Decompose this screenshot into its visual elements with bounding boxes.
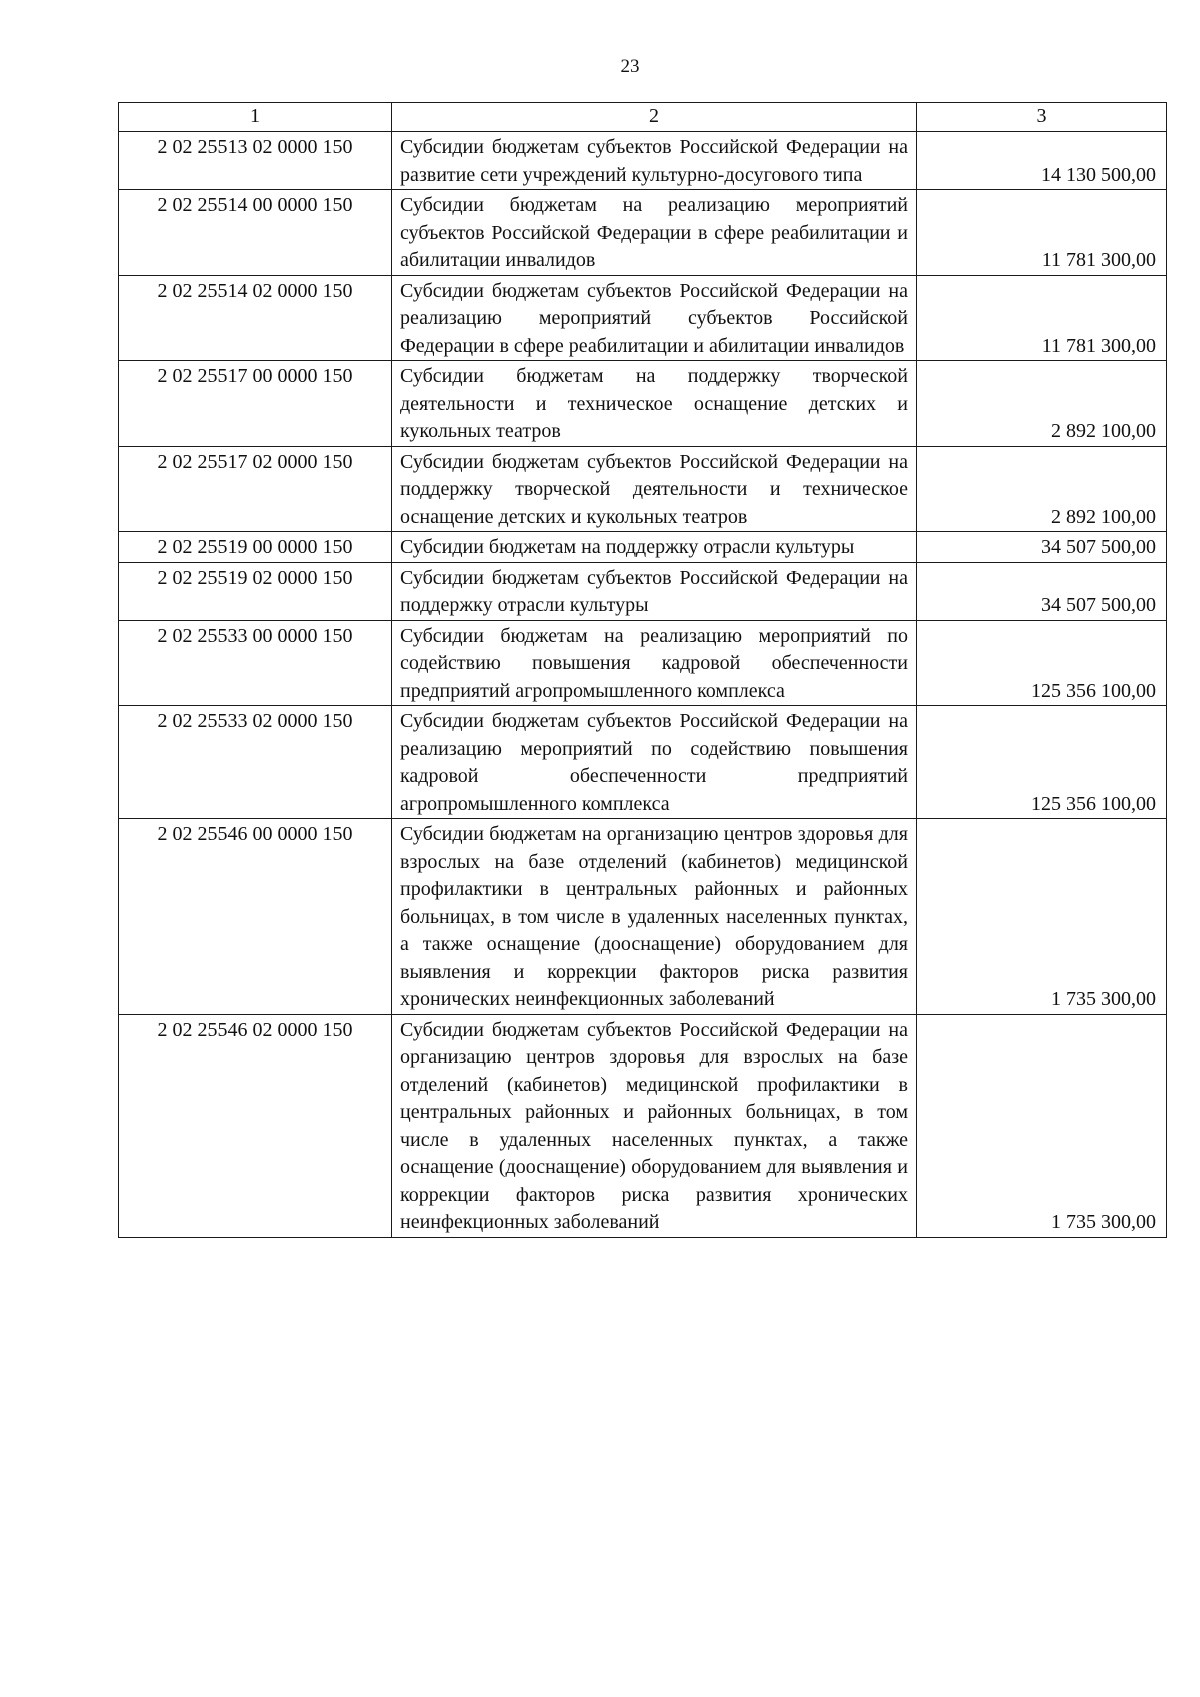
code-cell: 2 02 25546 02 0000 150 [119,1014,392,1237]
description-cell: Субсидии бюджетам на организацию центров здоровья для взрослых на базе отделений (кабинетов) медицинской профилактики в центральных районных и районных больницах, в том числе в удаленных населенных пунктах, а также оснащение (дооснащение) оборудованием для выявления и коррекции факторов риска развития хронических неинфекционных заболеваний [392,819,917,1015]
amount-cell: 2 892 100,00 [917,446,1167,532]
table-row [119,446,1167,532]
table-row [119,562,1167,620]
amount-cell: 11 781 300,00 [917,190,1167,276]
table-row [119,819,1167,1015]
table-row [119,190,1167,276]
code-cell: 2 02 25513 02 0000 150 [119,132,392,190]
table-row [119,706,1167,819]
budget-table [118,102,1167,1238]
description-cell: Субсидии бюджетам на реализацию мероприятий субъектов Российской Федерации в сфере реабилитации и абилитации инвалидов [392,190,917,276]
description-cell: Субсидии бюджетам на поддержку отрасли культуры [392,532,917,563]
table-row [119,361,1167,447]
amount-cell: 34 507 500,00 [917,562,1167,620]
table-row [119,1014,1167,1237]
code-cell: 2 02 25514 02 0000 150 [119,275,392,361]
table-row [119,620,1167,706]
description-cell: Субсидии бюджетам субъектов Российской Федерации на поддержку отрасли культуры [392,562,917,620]
code-cell: 2 02 25517 02 0000 150 [119,446,392,532]
amount-cell: 125 356 100,00 [917,706,1167,819]
amount-cell: 2 892 100,00 [917,361,1167,447]
amount-cell: 14 130 500,00 [917,132,1167,190]
amount-cell: 11 781 300,00 [917,275,1167,361]
table-row [119,532,1167,563]
amount-cell: 1 735 300,00 [917,1014,1167,1237]
page-number: 23 [620,56,640,77]
header-row [119,103,1167,132]
table-row [119,275,1167,361]
table-row [119,132,1167,190]
description-cell: Субсидии бюджетам субъектов Российской Федерации на поддержку творческой деятельности и техническое оснащение детских и кукольных театров [392,446,917,532]
code-cell: 2 02 25546 00 0000 150 [119,819,392,1015]
table-body [119,132,1167,1238]
description-cell: Субсидии бюджетам на реализацию мероприятий по содействию повышения кадровой обеспеченности предприятий агропромышленного комплекса [392,620,917,706]
description-cell: Субсидии бюджетам субъектов Российской Федерации на реализацию мероприятий по содействию повышения кадровой обеспеченности предприятий агропромышленного комплекса [392,706,917,819]
column-header-description: 2 [392,103,917,132]
code-cell: 2 02 25517 00 0000 150 [119,361,392,447]
table-header [119,103,1167,132]
description-cell: Субсидии бюджетам на поддержку творческой деятельности и техническое оснащение детских и кукольных театров [392,361,917,447]
description-cell: Субсидии бюджетам субъектов Российской Федерации на реализацию мероприятий субъектов Российской Федерации в сфере реабилитации и абилитации инвалидов [392,275,917,361]
amount-cell: 1 735 300,00 [917,819,1167,1015]
column-header-amount: 3 [917,103,1167,132]
amount-cell: 34 507 500,00 [917,532,1167,563]
description-cell: Субсидии бюджетам субъектов Российской Федерации на организацию центров здоровья для взрослых на базе отделений (кабинетов) медицинской профилактики в центральных районных и районных больницах, в том числе в удаленных населенных пунктах, а также оснащение (дооснащение) оборудованием для выявления и коррекции факторов риска развития хронических неинфекционных заболеваний [392,1014,917,1237]
code-cell: 2 02 25519 00 0000 150 [119,532,392,563]
code-cell: 2 02 25533 00 0000 150 [119,620,392,706]
description-cell: Субсидии бюджетам субъектов Российской Федерации на развитие сети учреждений культурно-досугового типа [392,132,917,190]
code-cell: 2 02 25533 02 0000 150 [119,706,392,819]
column-header-code: 1 [119,103,392,132]
code-cell: 2 02 25519 02 0000 150 [119,562,392,620]
amount-cell: 125 356 100,00 [917,620,1167,706]
code-cell: 2 02 25514 00 0000 150 [119,190,392,276]
